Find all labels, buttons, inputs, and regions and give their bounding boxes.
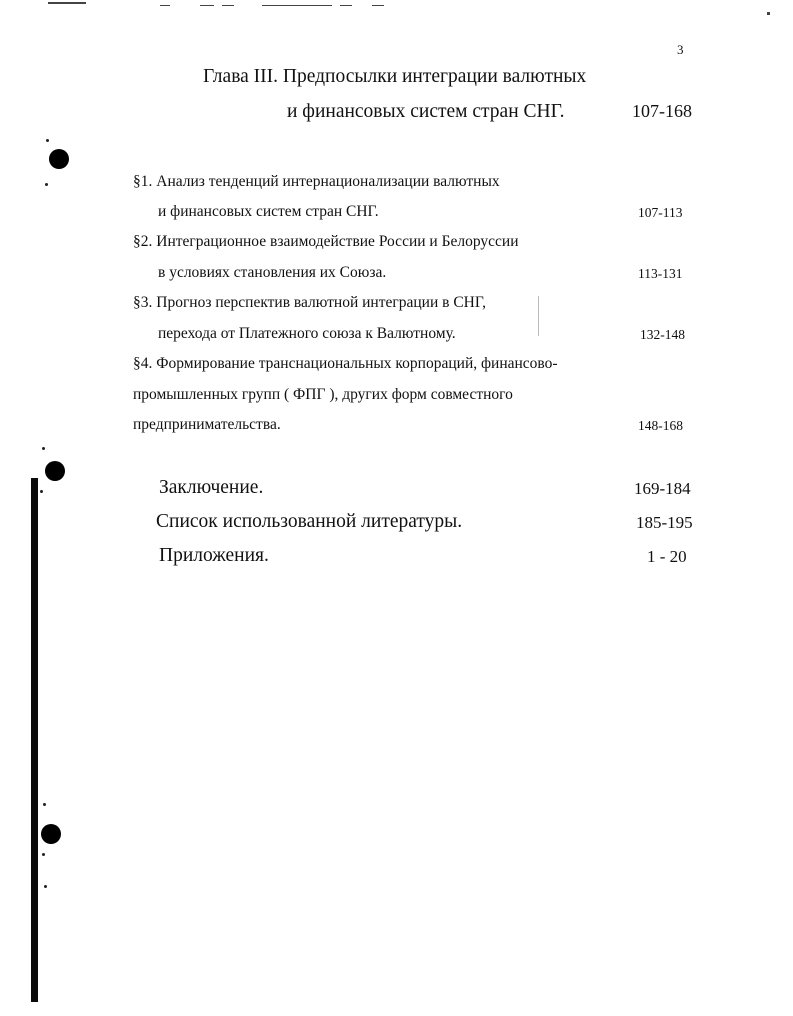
binder-edge bbox=[31, 478, 38, 1002]
scan-speck bbox=[46, 139, 49, 142]
scan-mark bbox=[222, 5, 234, 6]
section-1-line1: §1. Анализ тенденций интернационализации валютных bbox=[133, 173, 500, 190]
punch-hole bbox=[41, 824, 61, 844]
chapter-pages: 107-168 bbox=[632, 101, 692, 121]
section-4-pages: 148-168 bbox=[638, 418, 683, 433]
scan-mark bbox=[160, 5, 170, 6]
scan-mark bbox=[767, 12, 770, 15]
punch-hole bbox=[45, 461, 65, 481]
scan-speck bbox=[42, 447, 45, 450]
conclusion-pages: 169-184 bbox=[634, 479, 691, 498]
appendices-title: Приложения. bbox=[159, 545, 269, 566]
section-4-line1: §4. Формирование транснациональных корпораций, финансово- bbox=[133, 355, 558, 372]
bibliography-pages: 185-195 bbox=[636, 513, 693, 532]
scan-mark bbox=[200, 5, 214, 6]
scan-speck bbox=[40, 490, 43, 493]
bibliography-title: Список использованной литературы. bbox=[156, 511, 463, 532]
section-3-line2: перехода от Платежного союза к Валютному. bbox=[158, 325, 456, 342]
chapter-title-line2: и финансовых систем стран СНГ. bbox=[287, 101, 565, 122]
scan-speck bbox=[44, 885, 47, 888]
section-4-line3: предпринимательства. bbox=[133, 416, 281, 433]
appendices-pages: 1 - 20 bbox=[647, 547, 687, 566]
section-4-line2: промышленных групп ( ФПГ ), других форм совместного bbox=[133, 386, 513, 403]
section-2-line2: в условиях становления их Союза. bbox=[158, 264, 387, 281]
scan-speck bbox=[45, 183, 48, 186]
section-3-pages: 132-148 bbox=[640, 327, 685, 342]
scan-mark bbox=[372, 5, 384, 6]
chapter-title-line1: Глава III. Предпосылки интеграции валютных bbox=[203, 66, 587, 87]
scan-mark bbox=[262, 5, 332, 6]
scan-mark bbox=[340, 5, 352, 6]
scan-speck bbox=[42, 853, 45, 856]
scan-mark bbox=[48, 2, 86, 4]
section-1-pages: 107-113 bbox=[638, 205, 683, 220]
section-3-line1: §3. Прогноз перспектив валютной интеграции в СНГ, bbox=[133, 294, 486, 311]
section-2-pages: 113-131 bbox=[638, 266, 683, 281]
section-2-line1: §2. Интеграционное взаимодействие России и Белоруссии bbox=[133, 233, 519, 250]
punch-hole bbox=[49, 149, 69, 169]
conclusion-title: Заключение. bbox=[159, 477, 264, 498]
section-1-line2: и финансовых систем стран СНГ. bbox=[158, 203, 379, 220]
page-number: 3 bbox=[677, 42, 684, 57]
scan-mark bbox=[538, 296, 539, 336]
scan-speck bbox=[43, 803, 46, 806]
